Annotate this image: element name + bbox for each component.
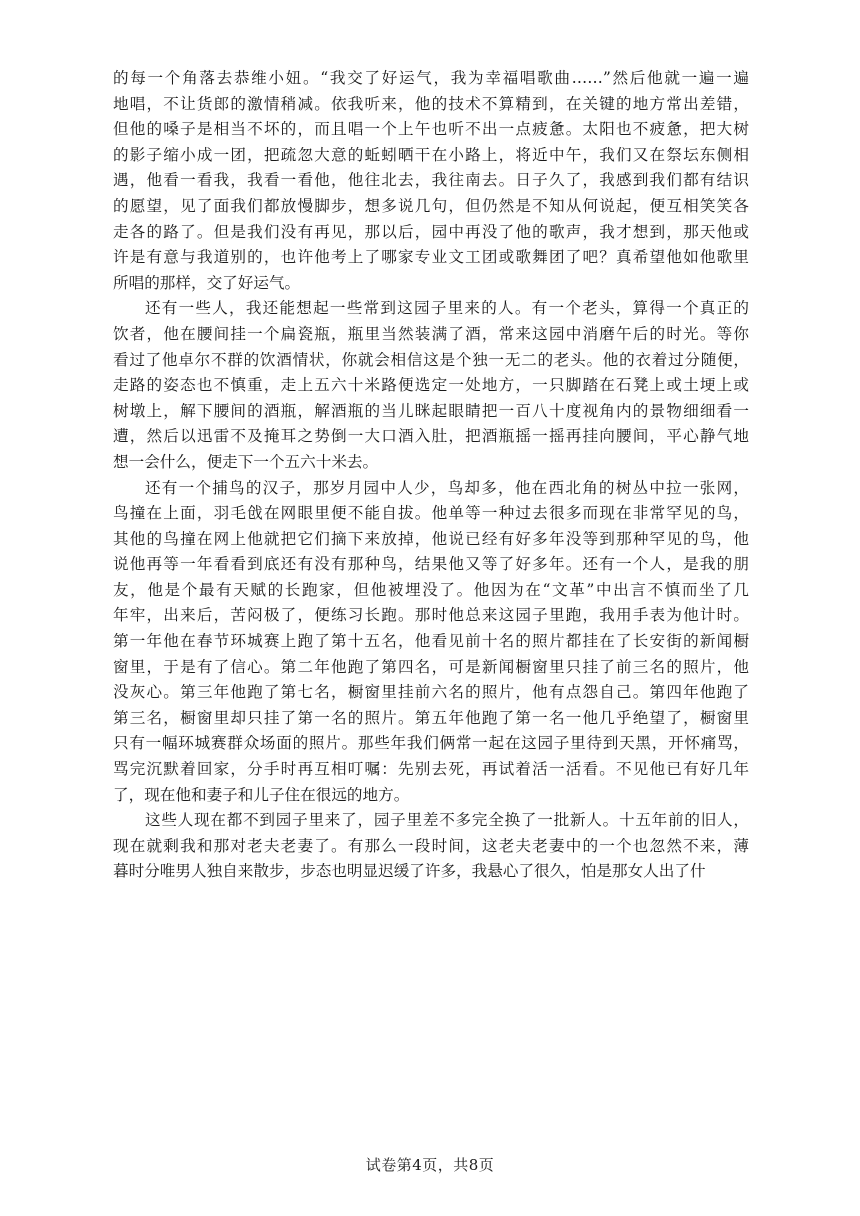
page-number-label: 试卷第4页，共8页 <box>365 1156 495 1174</box>
text-line: 年牢，出来后，苦闷极了，便练习长跑。那时他总来这园子里跑，我用手表为他计时。 <box>113 606 749 625</box>
paragraph <box>113 296 749 475</box>
paragraph <box>113 808 749 885</box>
text-line: 许是有意与我道别的，也许他考上了哪家专业文工团或歌舞团了吧？真希望他如他歌里 <box>113 248 749 267</box>
text-line: 窗里，于是有了信心。第二年他跑了第四名，可是新闻橱窗里只挂了前三名的照片，他 <box>113 657 749 676</box>
text-line: 还有一个捕鸟的汉子，那岁月园中人少，鸟却多，他在西北角的树丛中拉一张网， <box>145 478 749 497</box>
text-line: 暮时分唯男人独自来散步，步态也明显迟缓了许多，我悬心了很久，怕是那女人出了什 <box>113 862 706 881</box>
text-line: 想一会什么，便走下一个五六十米去。 <box>113 452 379 471</box>
text-line: 饮者，他在腰间挂一个扁瓷瓶，瓶里当然装满了酒，常来这园中消磨午后的时光。等你 <box>113 324 749 343</box>
text-line: 现在就剩我和那对老夫老妻了。有那么一段时间，这老夫老妻中的一个也忽然不来，薄 <box>113 836 749 855</box>
page-footer <box>0 1154 860 1175</box>
text-line: 树墩上，解下腰间的酒瓶，解酒瓶的当儿眯起眼睛把一百八十度视角内的景物细细看一 <box>113 401 749 420</box>
text-line: 第一年他在春节环城赛上跑了第十五名，他看见前十名的照片都挂在了长安街的新闻橱 <box>113 632 749 651</box>
text-line: 只有一幅环城赛群众场面的照片。那些年我们俩常一起在这园子里待到天黑，开怀痛骂， <box>113 734 749 753</box>
text-line: 地唱，不让货郎的激情稍减。依我听来，他的技术不算精到，在关键的地方常出差错， <box>113 94 749 113</box>
text-line: 鸟撞在上面，羽毛戗在网眼里便不能自拔。他单等一种过去很多而现在非常罕见的鸟， <box>113 504 749 523</box>
text-line: 这些人现在都不到园子里来了，园子里差不多完全换了一批新人。十五年前的旧人， <box>145 811 749 830</box>
text-line: 第三名，橱窗里却只挂了第一名的照片。第五年他跑了第一名一他几乎绝望了，橱窗里 <box>113 708 749 727</box>
text-line: 说他再等一年看看到底还有没有那种鸟，结果他又等了好多年。还有一个人，是我的朋 <box>113 555 749 574</box>
text-line: 的愿望，见了面我们都放慢脚步，想多说几句，但仍然是不知从何说起，便互相笑笑各 <box>113 196 749 215</box>
text-line: 走路的姿态也不慎重，走上五六十米路便选定一处地方，一只脚踏在石凳上或土埂上或 <box>113 376 749 395</box>
paragraph <box>113 66 749 296</box>
text-line: 友，他是个最有天赋的长跑家，但他被埋没了。他因为在“文革”中出言不慎而坐了几 <box>113 580 749 599</box>
text-line: 骂完沉默着回家，分手时再互相叮嘱：先别去死，再试着活一活看。不见他已有好几年 <box>113 760 749 779</box>
text-line: 还有一些人，我还能想起一些常到这园子里来的人。有一个老头，算得一个真正的 <box>145 299 749 318</box>
text-line: 所唱的那样，交了好运气。 <box>113 273 301 292</box>
text-line: 遇，他看一看我，我看一看他，他往北去，我往南去。日子久了，我感到我们都有结识 <box>113 171 749 190</box>
text-line: 了，现在他和妻子和儿子住在很远的地方。 <box>113 785 410 804</box>
text-line: 但他的嗓子是相当不坏的，而且唱一个上午也听不出一点疲惫。太阳也不疲惫，把大树 <box>113 120 749 139</box>
text-line: 的每一个角落去恭维小妞。“我交了好运气，我为幸福唱歌曲……”然后他就一遍一遍 <box>113 69 749 87</box>
text-line: 看过了他卓尔不群的饮酒情状，你就会相信这是个独一无二的老头。他的衣着过分随便， <box>113 350 749 369</box>
text-line: 的影子缩小成一团，把疏忽大意的蚯蚓晒干在小路上，将近中午，我们又在祭坛东侧相 <box>113 145 749 164</box>
text-line: 没灰心。第三年他跑了第七名，橱窗里挂前六名的照片，他有点怨自己。第四年他跑了 <box>113 683 749 702</box>
text-line: 遭，然后以迅雷不及掩耳之势倒一大口酒入肚，把酒瓶摇一摇再挂向腰间，平心静气地 <box>113 427 749 446</box>
text-line: 其他的鸟撞在网上他就把它们摘下来放掉，他说已经有好多年没等到那种罕见的鸟，他 <box>113 529 749 548</box>
document-body <box>113 66 749 885</box>
paragraph <box>113 476 749 809</box>
text-line: 走各的路了。但是我们没有再见，那以后，园中再没了他的歌声，我才想到，那天他或 <box>113 222 749 241</box>
